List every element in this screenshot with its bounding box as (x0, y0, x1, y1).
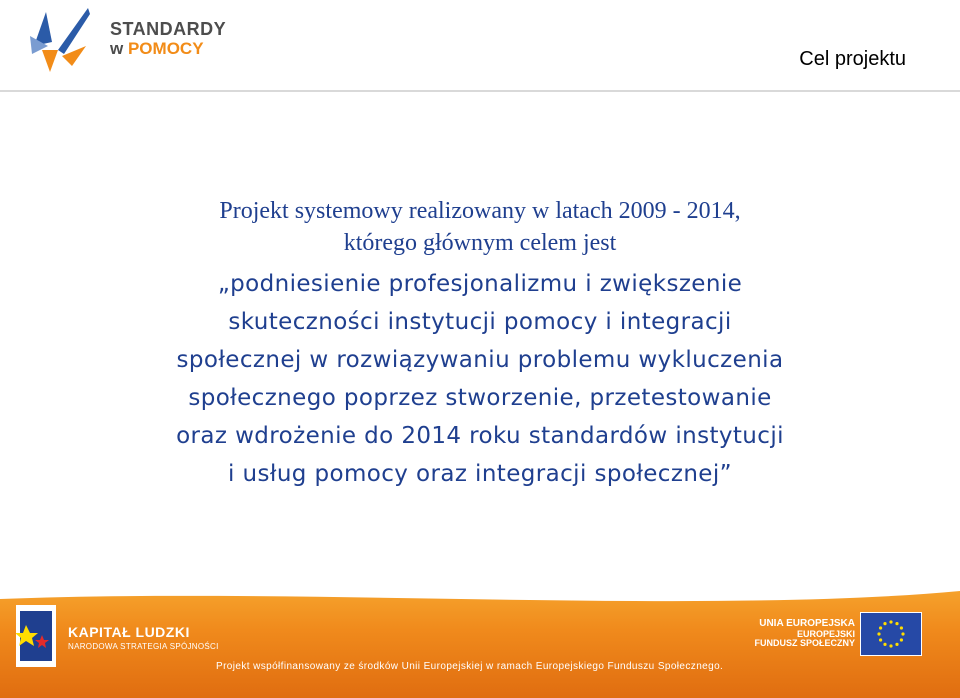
kapital-ludzki-subtitle: NARODOWA STRATEGIA SPÓJNOŚCI (68, 642, 219, 652)
intro-line: którego głównym celem jest (343, 230, 617, 256)
footer-wave-decoration (0, 585, 960, 615)
header-divider (0, 90, 960, 92)
slide-header (0, 0, 960, 92)
slide-title: Cel projektu (799, 48, 906, 70)
goal-line: skuteczności instytucji pomocy i integracji (228, 309, 732, 335)
logo-line-2 (110, 40, 226, 57)
eu-line-1: UNIA EUROPEJSKA (759, 618, 855, 629)
logo-wordmark (110, 20, 226, 57)
kapital-ludzki-wordmark (68, 625, 219, 652)
slide-body (40, 195, 920, 493)
slide-footer (0, 585, 960, 698)
goal-line: i usług pomocy oraz integracji społecznej” (228, 461, 732, 487)
standardy-logo-icon (28, 6, 100, 76)
goal-line: społecznej w rozwiązywaniu problemu wykluczenia (176, 347, 784, 373)
kapital-ludzki-title: KAPITAŁ LUDZKI (68, 624, 190, 640)
eu-line-3: FUNDUSZ SPOŁECZNY (754, 637, 855, 648)
eu-wordmark (754, 619, 855, 648)
intro-line: Projekt systemowy realizowany w latach 2009 - 2014, (219, 198, 741, 224)
eu-line-2: EUROPEJSKI (796, 628, 855, 639)
logo-line-1: STANDARDY (110, 19, 227, 39)
cofinancing-note: Projekt współfinansowany ze środków Unii Europejskiej w ramach Europejskiego Funduszu Społecznego. (216, 661, 724, 672)
goal-line: oraz wdrożenie do 2014 roku standardów instytucji (176, 423, 784, 449)
intro-text (40, 195, 920, 259)
kapital-ludzki-logo-icon (16, 605, 56, 667)
goal-text (40, 265, 920, 493)
eu-flag-icon (860, 612, 922, 656)
goal-line: „podniesienie profesjonalizmu i zwiększenie (217, 271, 743, 297)
logo-line-2-highlight: POMOCY (127, 39, 204, 58)
logo-line-2-prefix: w (110, 39, 124, 58)
goal-line: społecznego poprzez stworzenie, przetestowanie (188, 385, 772, 411)
